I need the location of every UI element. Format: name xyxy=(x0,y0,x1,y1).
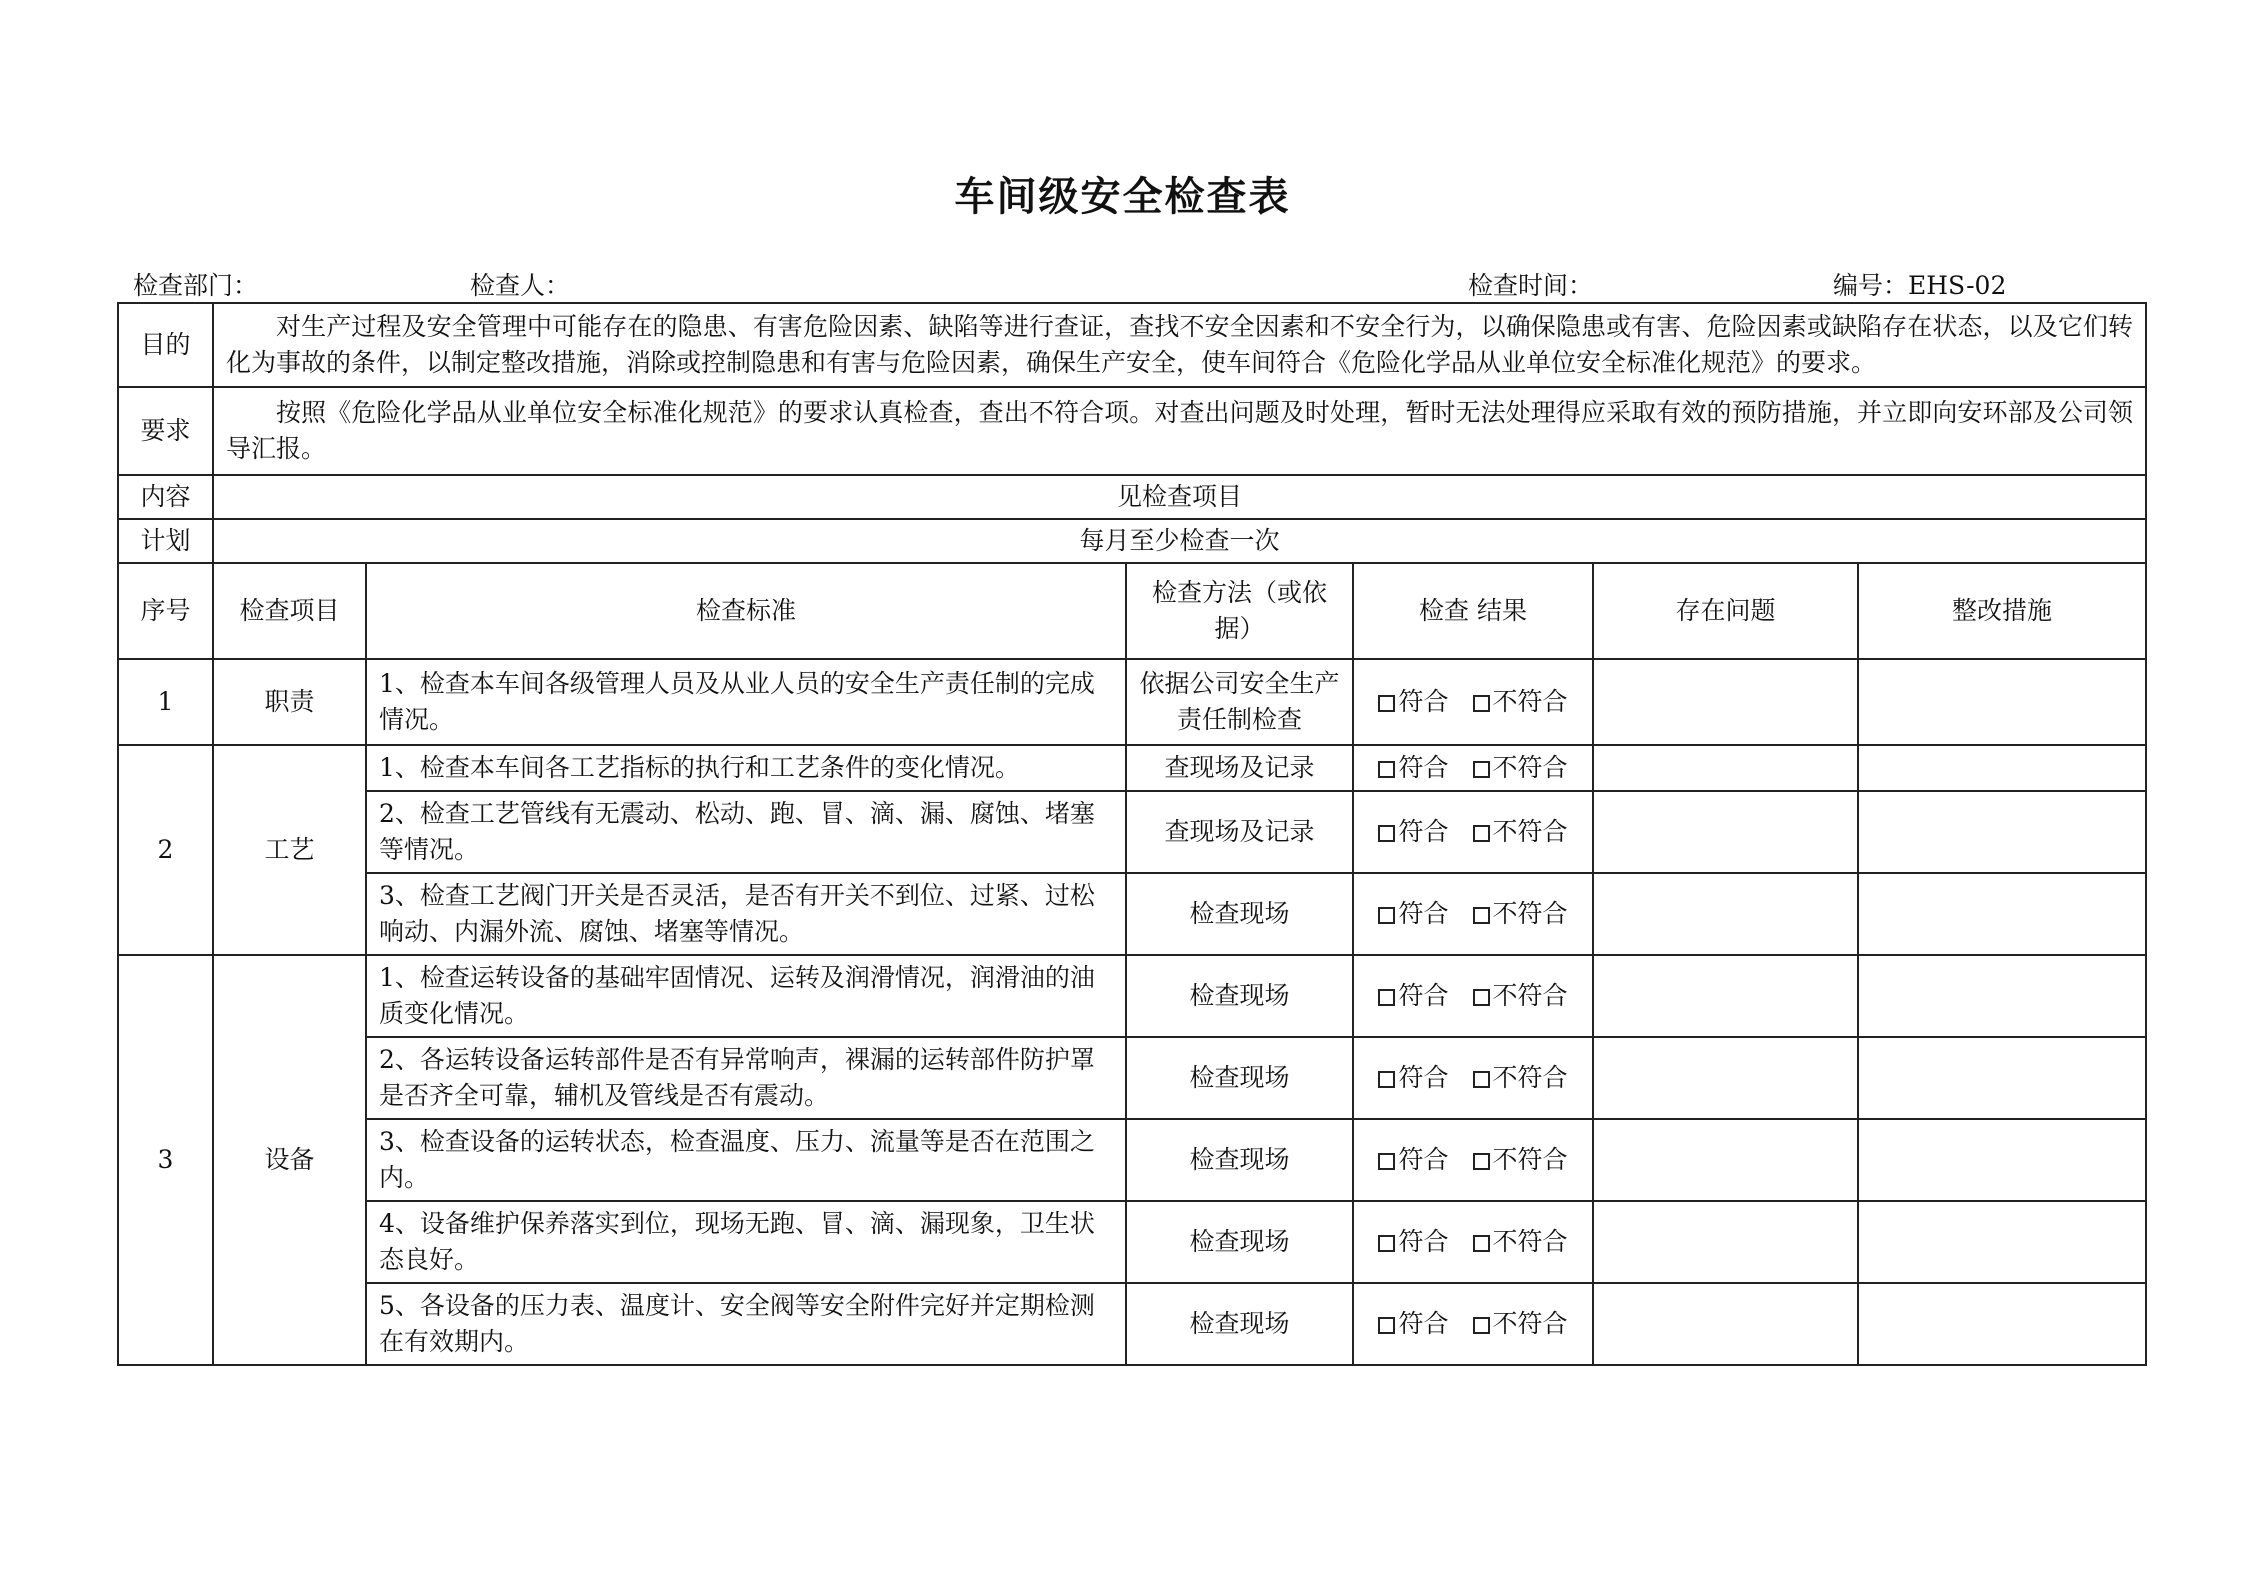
row-result xyxy=(1353,1119,1593,1201)
row-result xyxy=(1353,1037,1593,1119)
checkbox-icon[interactable] xyxy=(1473,825,1490,842)
result-not-ok-option[interactable] xyxy=(1473,1063,1568,1092)
table-row xyxy=(118,873,2146,955)
row-standard: 3、检查工艺阀门开关是否灵活，是否有开关不到位、过紧、过松响动、内漏外流、腐蚀、堵塞等情况。 xyxy=(366,873,1126,955)
row-seq: 2 xyxy=(118,745,213,955)
row-measure-cell[interactable] xyxy=(1858,745,2146,791)
checkbox-icon[interactable] xyxy=(1473,1153,1490,1170)
requirement-text: 按照《危险化学品从业单位安全标准化规范》的要求认真检查，查出不符合项。对查出问题及时处理，暂时无法处理得应采取有效的预防措施，并立即向安环部及公司领导汇报。 xyxy=(213,387,2146,475)
result-ok-option[interactable] xyxy=(1378,981,1448,1010)
row-result xyxy=(1353,955,1593,1037)
row-method: 检查现场 xyxy=(1126,1119,1353,1201)
inspector-label: 检查人： xyxy=(470,271,571,300)
header-problem: 存在问题 xyxy=(1593,563,1858,659)
header-row xyxy=(118,563,2146,659)
ok-label: 符合 xyxy=(1398,899,1449,928)
row-measure-cell[interactable] xyxy=(1858,955,2146,1037)
row-method: 查现场及记录 xyxy=(1126,791,1353,873)
checkbox-icon[interactable] xyxy=(1378,907,1395,924)
ok-label: 符合 xyxy=(1398,753,1449,782)
result-ok-option[interactable] xyxy=(1378,687,1448,716)
checkbox-icon[interactable] xyxy=(1473,907,1490,924)
result-not-ok-option[interactable] xyxy=(1473,817,1568,846)
row-measure-cell[interactable] xyxy=(1858,659,2146,745)
row-method: 检查现场 xyxy=(1126,1201,1353,1283)
row-standard: 5、各设备的压力表、温度计、安全阀等安全附件完好并定期检测在有效期内。 xyxy=(366,1283,1126,1365)
ok-label: 符合 xyxy=(1398,1227,1449,1256)
table-row xyxy=(118,1201,2146,1283)
checkbox-icon[interactable] xyxy=(1378,989,1395,1006)
row-method: 查现场及记录 xyxy=(1126,745,1353,791)
row-problem-cell[interactable] xyxy=(1593,1037,1858,1119)
checkbox-icon[interactable] xyxy=(1473,989,1490,1006)
checkbox-icon[interactable] xyxy=(1378,1235,1395,1252)
ok-label: 符合 xyxy=(1398,1145,1449,1174)
ok-label: 符合 xyxy=(1398,981,1449,1010)
table-row xyxy=(118,1283,2146,1365)
not-ok-label: 不符合 xyxy=(1492,1145,1568,1174)
table-row xyxy=(118,745,2146,791)
requirement-row xyxy=(118,387,2146,475)
row-result xyxy=(1353,1201,1593,1283)
not-ok-label: 不符合 xyxy=(1492,753,1568,782)
row-measure-cell[interactable] xyxy=(1858,1037,2146,1119)
header-result: 检查 结果 xyxy=(1353,563,1593,659)
content-row xyxy=(118,475,2146,519)
result-not-ok-option[interactable] xyxy=(1473,981,1568,1010)
table-row xyxy=(118,1119,2146,1201)
checkbox-icon[interactable] xyxy=(1473,1317,1490,1334)
content-text: 见检查项目 xyxy=(213,475,2146,519)
page-title: 车间级安全检查表 xyxy=(954,173,1291,220)
row-method: 检查现场 xyxy=(1126,873,1353,955)
result-ok-option[interactable] xyxy=(1378,753,1448,782)
row-result xyxy=(1353,873,1593,955)
header-seq: 序号 xyxy=(118,563,213,659)
checkbox-icon[interactable] xyxy=(1473,761,1490,778)
row-measure-cell[interactable] xyxy=(1858,873,2146,955)
checkbox-icon[interactable] xyxy=(1378,1153,1395,1170)
purpose-row xyxy=(118,303,2146,387)
header-method: 检查方法（或依据） xyxy=(1126,563,1353,659)
row-item: 设备 xyxy=(213,955,366,1365)
inspection-table xyxy=(117,302,2147,1366)
result-ok-option[interactable] xyxy=(1378,817,1448,846)
row-measure-cell[interactable] xyxy=(1858,1201,2146,1283)
plan-label: 计划 xyxy=(118,519,213,563)
checkbox-icon[interactable] xyxy=(1473,1235,1490,1252)
row-problem-cell[interactable] xyxy=(1593,873,1858,955)
result-not-ok-option[interactable] xyxy=(1473,1145,1568,1174)
not-ok-label: 不符合 xyxy=(1492,1227,1568,1256)
result-ok-option[interactable] xyxy=(1378,1309,1448,1338)
row-standard: 3、检查设备的运转状态，检查温度、压力、流量等是否在范围之内。 xyxy=(366,1119,1126,1201)
table-row xyxy=(118,659,2146,745)
row-standard: 1、检查本车间各工艺指标的执行和工艺条件的变化情况。 xyxy=(366,745,1126,791)
row-measure-cell[interactable] xyxy=(1858,791,2146,873)
form-number: 编号：EHS-02 xyxy=(1833,271,2007,300)
row-item: 职责 xyxy=(213,659,366,745)
table-row xyxy=(118,791,2146,873)
header-standard: 检查标准 xyxy=(366,563,1126,659)
inspection-time-label: 检查时间： xyxy=(1468,271,1594,300)
result-ok-option[interactable] xyxy=(1378,899,1448,928)
row-method: 检查现场 xyxy=(1126,1283,1353,1365)
row-standard: 2、各运转设备运转部件是否有异常响声，裸漏的运转部件防护罩是否齐全可靠，辅机及管线是否有震动。 xyxy=(366,1037,1126,1119)
row-standard: 1、检查本车间各级管理人员及从业人员的安全生产责任制的完成情况。 xyxy=(366,659,1126,745)
row-problem-cell[interactable] xyxy=(1593,745,1858,791)
checkbox-icon[interactable] xyxy=(1378,1317,1395,1334)
requirement-label: 要求 xyxy=(118,387,213,475)
row-result xyxy=(1353,659,1593,745)
checkbox-icon[interactable] xyxy=(1473,1071,1490,1088)
result-not-ok-option[interactable] xyxy=(1473,753,1568,782)
row-seq: 1 xyxy=(118,659,213,745)
row-method: 依据公司安全生产责任制检查 xyxy=(1126,659,1353,745)
checkbox-icon[interactable] xyxy=(1378,695,1395,712)
header-measure: 整改措施 xyxy=(1858,563,2146,659)
result-not-ok-option[interactable] xyxy=(1473,1309,1568,1338)
row-result xyxy=(1353,745,1593,791)
result-ok-option[interactable] xyxy=(1378,1145,1448,1174)
row-result xyxy=(1353,1283,1593,1365)
not-ok-label: 不符合 xyxy=(1492,1063,1568,1092)
result-not-ok-option[interactable] xyxy=(1473,899,1568,928)
row-item: 工艺 xyxy=(213,745,366,955)
result-ok-option[interactable] xyxy=(1378,1063,1448,1092)
not-ok-label: 不符合 xyxy=(1492,687,1568,716)
not-ok-label: 不符合 xyxy=(1492,1309,1568,1338)
ok-label: 符合 xyxy=(1398,687,1449,716)
ok-label: 符合 xyxy=(1398,1063,1449,1092)
content-label: 内容 xyxy=(118,475,213,519)
ok-label: 符合 xyxy=(1398,817,1449,846)
ok-label: 符合 xyxy=(1398,1309,1449,1338)
row-problem-cell[interactable] xyxy=(1593,659,1858,745)
header-item: 检查项目 xyxy=(213,563,366,659)
plan-row xyxy=(118,519,2146,563)
checkbox-icon[interactable] xyxy=(1473,695,1490,712)
row-problem-cell[interactable] xyxy=(1593,1283,1858,1365)
checkbox-icon[interactable] xyxy=(1378,1071,1395,1088)
row-problem-cell[interactable] xyxy=(1593,791,1858,873)
row-measure-cell[interactable] xyxy=(1858,1119,2146,1201)
table-row xyxy=(118,955,2146,1037)
checkbox-icon[interactable] xyxy=(1378,761,1395,778)
row-problem-cell[interactable] xyxy=(1593,955,1858,1037)
row-method: 检查现场 xyxy=(1126,955,1353,1037)
result-not-ok-option[interactable] xyxy=(1473,687,1568,716)
purpose-text: 对生产过程及安全管理中可能存在的隐患、有害危险因素、缺陷等进行查证，查找不安全因素和不安全行为，以确保隐患或有害、危险因素或缺陷存在状态，以及它们转化为事故的条件，以制定整改措施，消除或控制隐患和有害与危险因素，确保生产安全，使车间符合《危险化学品从业单位安全标准化规范》的要求。 xyxy=(213,303,2146,387)
table-row xyxy=(118,1037,2146,1119)
row-problem-cell[interactable] xyxy=(1593,1119,1858,1201)
row-standard: 4、设备维护保养落实到位，现场无跑、冒、滴、漏现象，卫生状态良好。 xyxy=(366,1201,1126,1283)
row-standard: 1、检查运转设备的基础牢固情况、运转及润滑情况，润滑油的油质变化情况。 xyxy=(366,955,1126,1037)
result-ok-option[interactable] xyxy=(1378,1227,1448,1256)
row-measure-cell[interactable] xyxy=(1858,1283,2146,1365)
result-not-ok-option[interactable] xyxy=(1473,1227,1568,1256)
dept-label: 检查部门： xyxy=(133,271,259,300)
row-method: 检查现场 xyxy=(1126,1037,1353,1119)
row-seq: 3 xyxy=(118,955,213,1365)
plan-text: 每月至少检查一次 xyxy=(213,519,2146,563)
not-ok-label: 不符合 xyxy=(1492,981,1568,1010)
not-ok-label: 不符合 xyxy=(1492,817,1568,846)
row-problem-cell[interactable] xyxy=(1593,1201,1858,1283)
purpose-label: 目的 xyxy=(118,303,213,387)
not-ok-label: 不符合 xyxy=(1492,899,1568,928)
row-standard: 2、检查工艺管线有无震动、松动、跑、冒、滴、漏、腐蚀、堵塞等情况。 xyxy=(366,791,1126,873)
row-result xyxy=(1353,791,1593,873)
checkbox-icon[interactable] xyxy=(1378,825,1395,842)
